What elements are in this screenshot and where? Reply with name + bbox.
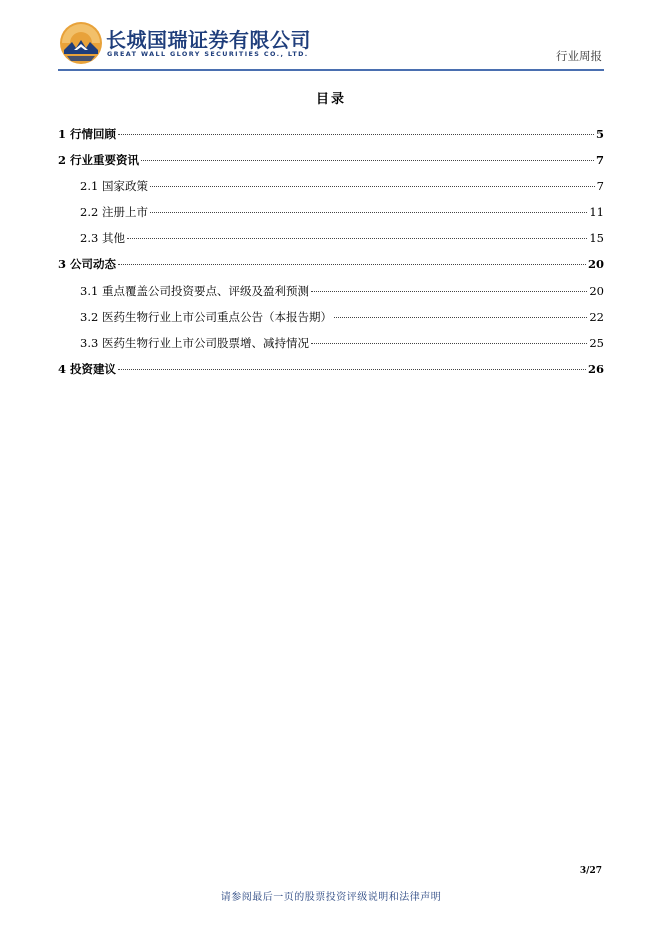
toc-entry-2-3[interactable] [58, 230, 604, 256]
toc-dot-leader [334, 317, 587, 318]
toc-entry-label: 1 行情回顾 [58, 127, 117, 141]
toc-entry-2-1[interactable] [58, 178, 604, 204]
header-divider [58, 69, 604, 71]
toc-entry-page: 7 [595, 153, 604, 168]
toc-entry-page: 7 [596, 179, 604, 194]
toc-entry-label: 3.3 医药生物行业上市公司股票增、减持情况 [80, 335, 309, 350]
toc-title: 目录 [315, 92, 346, 107]
toc-dot-leader [118, 369, 586, 370]
toc-dot-leader [118, 134, 594, 135]
toc-entry-4[interactable] [58, 361, 604, 387]
toc-entry-label: 4 投资建议 [58, 361, 117, 376]
toc-entry-3[interactable] [58, 256, 604, 282]
toc-entry-3-1[interactable] [58, 283, 604, 309]
toc-entry-3-2[interactable] [58, 309, 604, 335]
toc-entry-label: 3.2 医药生物行业上市公司重点公告（本报告期） [80, 309, 332, 324]
toc-entry-page: 15 [589, 231, 604, 246]
report-type-label: 行业周报 [556, 49, 602, 63]
toc-entry-page: 11 [589, 205, 604, 220]
toc-dot-leader [311, 343, 587, 344]
toc-entry-3-3[interactable] [58, 335, 604, 361]
toc-entry-page: 25 [589, 335, 604, 350]
toc-dot-leader [150, 212, 587, 213]
toc-entry-page: 20 [589, 283, 604, 298]
toc-entry-page: 26 [587, 361, 604, 376]
toc-dot-leader [311, 291, 587, 292]
brand-name-cn: 长城国瑞证券有限公司 [106, 28, 311, 52]
toc-dot-leader [141, 160, 594, 161]
toc-entry-2[interactable] [58, 152, 604, 178]
toc-entry-label: 2.1 国家政策 [80, 179, 148, 194]
toc-entry-2-2[interactable] [58, 204, 604, 230]
page-header [58, 18, 604, 72]
toc-entry-label: 2 行业重要资讯 [58, 153, 140, 168]
toc-dot-leader [118, 264, 586, 265]
toc-dot-leader [127, 238, 587, 239]
toc-entry-label: 2.3 其他 [80, 231, 125, 246]
toc-entry-label: 2.2 注册上市 [80, 205, 148, 220]
toc-entry-label: 3.1 重点覆盖公司投资要点、评级及盈利预测 [80, 283, 309, 298]
page-number: 3/27 [579, 866, 602, 876]
toc-entry-page: 5 [595, 127, 604, 141]
footer-disclaimer-note: 请参阅最后一页的股票投资评级说明和法律声明 [220, 892, 442, 903]
brand-name-en: GREAT WALL GLORY SECURITIES CO., LTD. [107, 50, 309, 58]
toc-entry-1[interactable] [58, 126, 604, 152]
toc-dot-leader [150, 186, 595, 187]
table-of-contents [58, 126, 604, 387]
toc-entry-label: 3 公司动态 [58, 257, 117, 272]
toc-entry-page: 22 [589, 309, 604, 324]
toc-entry-page: 20 [587, 257, 604, 272]
great-wall-globe-logo-icon [58, 20, 104, 66]
